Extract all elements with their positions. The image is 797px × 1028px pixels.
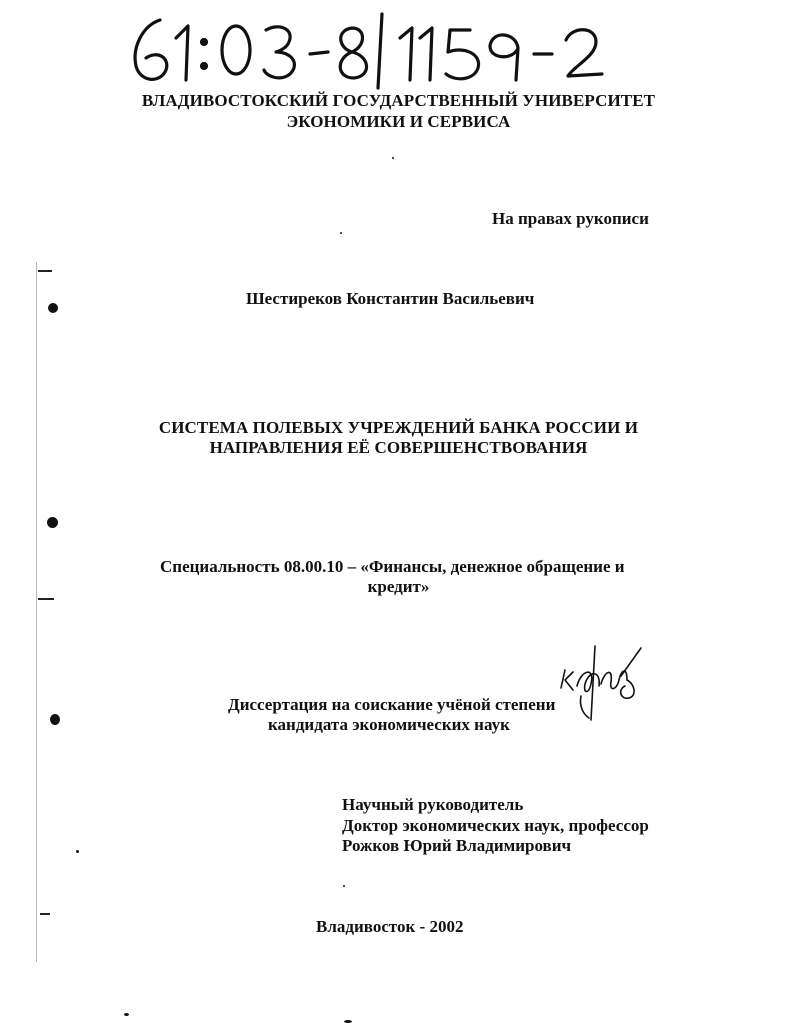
scan-speck — [124, 1013, 129, 1016]
supervisor-name: Рожков Юрий Владимирович — [342, 836, 572, 855]
university-name-line1: ВЛАДИВОСТОКСКИЙ ГОСУДАРСТВЕННЫЙ УНИВЕРСИТЕТ — [141, 91, 656, 110]
degree-line2: кандидата экономических наук — [268, 715, 510, 734]
scan-speck — [344, 1020, 352, 1023]
scan-margin-mark — [38, 598, 54, 600]
handwritten-archive-code — [120, 8, 640, 90]
specialty-line1: Специальность 08.00.10 – «Финансы, денежное обращение и — [160, 557, 625, 576]
scan-speck — [340, 232, 342, 234]
supervisor-degree: Доктор экономических наук, профессор — [342, 816, 649, 835]
punch-hole-mark — [47, 517, 58, 528]
dissertation-title-line2: НАПРАВЛЕНИЯ ЕЁ СОВЕРШЕНСТВОВАНИЯ — [209, 438, 588, 457]
scan-margin-mark — [40, 913, 50, 915]
supervisor-label: Научный руководитель — [342, 795, 524, 814]
punch-hole-mark — [50, 714, 60, 725]
punch-hole-mark — [48, 303, 58, 313]
signature — [555, 640, 645, 730]
specialty-line2: кредит» — [367, 577, 430, 596]
rights-note: На правах рукописи — [492, 209, 649, 228]
author-name: Шестиреков Константин Васильевич — [246, 289, 535, 308]
scan-speck — [76, 850, 79, 853]
city-year: Владивосток - 2002 — [316, 917, 464, 936]
scan-margin-mark — [38, 270, 52, 272]
university-name-line2: ЭКОНОМИКИ И СЕРВИСА — [286, 112, 511, 131]
degree-line1: Диссертация на соискание учёной степени — [228, 695, 556, 714]
scan-speck — [343, 885, 345, 887]
scan-margin-line — [36, 262, 37, 962]
dissertation-title-line1: СИСТЕМА ПОЛЕВЫХ УЧРЕЖДЕНИЙ БАНКА РОССИИ И — [158, 418, 639, 437]
scan-speck — [392, 157, 394, 159]
